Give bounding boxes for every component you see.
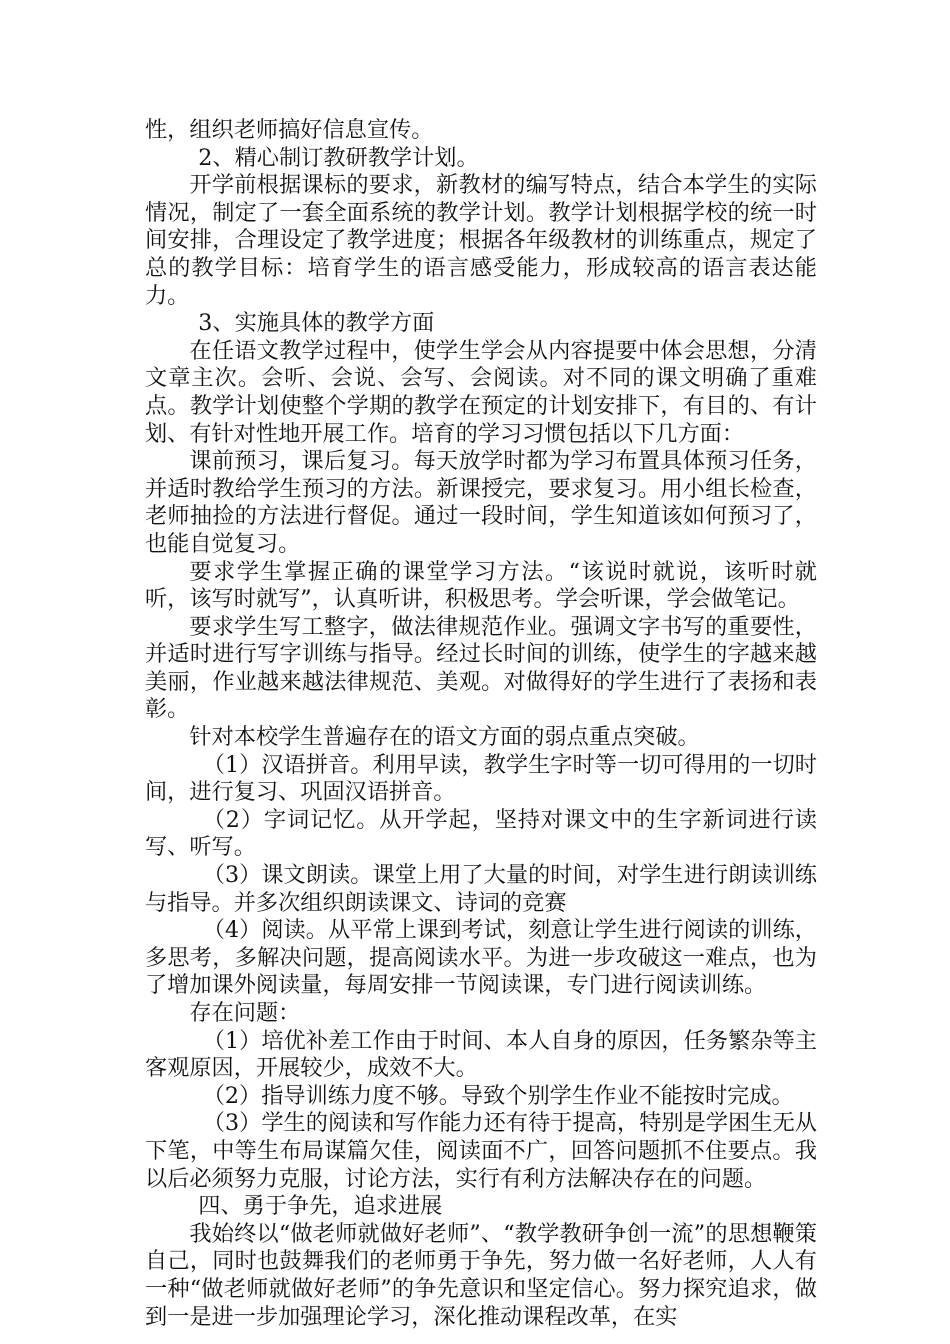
paragraph-preview-review: 课前预习，课后复习。每天放学时都为学习布置具体预习任务，并适时教给学生预习的方法。新课授完，要求复习。用小组长检查，老师抽捡的方法进行督促。通过一段时间，学生知道该如何预习了，也能自觉复习。 — [145, 448, 817, 557]
paragraph-continuation: 性，组织老师搞好信息宣传。 — [145, 117, 434, 143]
document-page — [145, 117, 817, 1331]
paragraph-classroom-methods: 要求学生掌握正确的课堂学习方法。“该说时就说，该听时就听，该写时就写”，认真听讲，积极思考。学会听课，学会做笔记。 — [145, 558, 817, 613]
paragraph-weakness-focus: 针对本校学生普遍存在的语文方面的弱点重点突破。 — [189, 724, 700, 751]
section-heading-problems: 存在问题： — [189, 1000, 301, 1026]
list-item-problem-2: （2）指导训练力度不够。导致个别学生作业不能按时完成。 — [202, 1082, 794, 1109]
paragraph-teaching-process: 在任语文教学过程中，使学生学会从内容提要中体会思想，分清文章主次。会听、会说、会写、会阅读。对不同的课文明确了重难点。教学计划使整个学期的教学在预定的计划安排下，有目的、有计划、有针对性地开展工作。培育的学习习惯包括以下几方面： — [145, 337, 817, 447]
list-item-reading-aloud: （3）课文朗读。课堂上用了大量的时间，对学生进行朗读训练与指导。并多次组织朗读课文、诗词的竞赛 — [145, 862, 817, 916]
list-item-vocabulary: （2）字词记忆。从开学起，坚持对课文中的生字新词进行读写、听写。 — [145, 806, 817, 861]
paragraph-handwriting: 要求学生写工整字，做法律规范作业。强调文字书写的重要性，并适时进行写字训练与指导。经过长时间的训练，使学生的字越来越美丽，作业越来越法律规范、美观。对做得好的学生进行了表扬和表彰。 — [145, 613, 817, 723]
paragraph-strive-ahead: 我始终以“做老师就做好老师”、“教学教研争创一流”的思想鞭策自己，同时也鼓舞我们的老师勇于争先，努力做一名好老师，人人有一种“做老师就做好老师”的争先意识和坚定信心。努力探究追求，做到一是进一步加强理论学习，深化推动课程改革，在实 — [145, 1220, 817, 1330]
list-item-problem-1: （1）培优补差工作由于时间、本人自身的原因，任务繁杂等主客观原因，开展较少，成效不大。 — [145, 1027, 817, 1082]
list-item-problem-3: （3）学生的阅读和写作能力还有待于提高，特别是学困生无从下笔，中等生布局谋篇欠佳，阅读面不广，回答问题抓不住要点。我以后必须努力克服，讨论方法，实行有利方法解决存在的问题。 — [145, 1110, 817, 1192]
list-item-pinyin: （1）汉语拼音。利用早读，教学生字时等一切可得用的一切时间，进行复习、巩固汉语拼音。 — [145, 751, 817, 806]
section-heading-strive-ahead: 四、勇于争先，追求进展 — [198, 1193, 443, 1220]
section-heading-implementation: 3、实施具体的教学方面 — [198, 310, 435, 337]
list-item-reading: （4）阅读。从平常上课到考试，刻意让学生进行阅读的训练，多思考，多解决问题，提高阅读水平。为进一步攻破这一难点，也为了增加课外阅读量，每周安排一节阅读课，专门进行阅读训练。 — [145, 917, 817, 999]
section-heading-teaching-plan: 2、精心制订教研教学计划。 — [198, 144, 479, 171]
paragraph-teaching-plan: 开学前根据课标的要求，新教材的编写特点，结合本学生的实际情况，制定了一套全面系统的教学计划。教学计划根据学校的统一时间安排，合理设定了教学进度；根据各年级教材的训练重点，规定了总的教学目标：培育学生的语言感受能力，形成较高的语言表达能力。 — [145, 172, 817, 309]
